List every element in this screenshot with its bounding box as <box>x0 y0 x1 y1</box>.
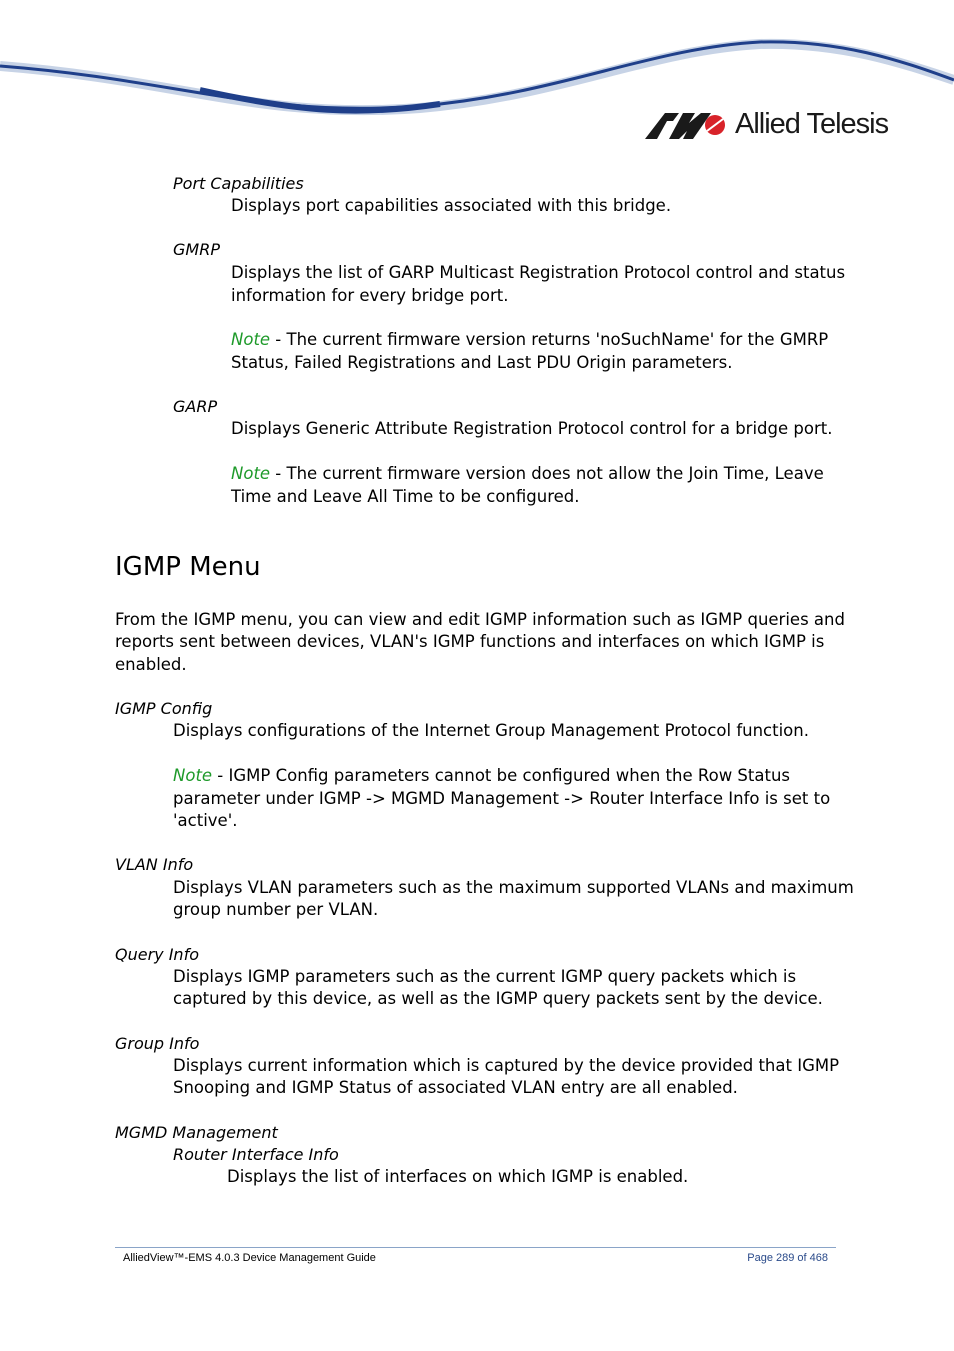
igmp-menu-heading: IGMP Menu <box>115 552 261 582</box>
garp-note-line-1 <box>231 463 824 486</box>
note-label: Note <box>173 766 213 785</box>
query-info-title: Query Info <box>115 945 199 964</box>
igmp-config-title: IGMP Config <box>115 699 213 718</box>
brand-name: Allied Telesis <box>735 108 889 140</box>
port-capabilities-title: Port Capabilities <box>173 174 304 193</box>
query-info-desc-2: captured by this device, as well as the IGMP query packets sent by the device. <box>173 989 823 1008</box>
company-logo <box>645 108 888 141</box>
igmp-config-note-line-2: parameter under IGMP -> MGMD Management -> Router Interface Info is set to <box>173 789 831 808</box>
garp-desc: Displays Generic Attribute Registration Protocol control for a bridge port. <box>231 419 833 438</box>
vlan-info-desc-2: group number per VLAN. <box>173 900 379 919</box>
garp-note-line-2: Time and Leave All Time to be configured. <box>231 487 580 506</box>
igmp-config-note-line-3: 'active'. <box>173 811 238 830</box>
page-header <box>0 0 954 160</box>
igmp-intro-2: reports sent between devices, VLAN's IGMP functions and interfaces on which IGMP is <box>115 632 825 651</box>
router-interface-info-title: Router Interface Info <box>173 1145 339 1164</box>
garp-title: GARP <box>173 397 218 416</box>
footer-page-number: Page 289 of 468 <box>747 1252 828 1264</box>
footer-doc-title: AlliedView™-EMS 4.0.3 Device Management Guide <box>123 1252 376 1264</box>
allied-telesis-logo-icon <box>645 109 727 141</box>
igmp-config-note-line-1 <box>173 765 790 788</box>
query-info-desc-1: Displays IGMP parameters such as the current IGMP query packets which is <box>173 967 797 986</box>
gmrp-desc-1: Displays the list of GARP Multicast Registration Protocol control and status <box>231 263 846 282</box>
garp-note-text-1: - The current firmware version does not allow the Join Time, Leave <box>270 464 824 483</box>
mgmd-management-title: MGMD Management <box>115 1123 278 1142</box>
footer-divider <box>115 1247 836 1248</box>
vlan-info-desc-1: Displays VLAN parameters such as the maximum supported VLANs and maximum <box>173 878 854 897</box>
note-label: Note <box>231 464 271 483</box>
igmp-intro-3: enabled. <box>115 655 187 674</box>
port-capabilities-desc: Displays port capabilities associated with this bridge. <box>231 196 672 215</box>
gmrp-title: GMRP <box>173 240 220 259</box>
igmp-intro-1: From the IGMP menu, you can view and edit IGMP information such as IGMP queries and <box>115 610 845 629</box>
gmrp-note-line-2: Status, Failed Registrations and Last PDU Origin parameters. <box>231 353 733 372</box>
note-label: Note <box>231 330 271 349</box>
router-interface-info-desc: Displays the list of interfaces on which IGMP is enabled. <box>227 1167 689 1186</box>
gmrp-note-line-1 <box>231 329 828 352</box>
group-info-desc-2: Snooping and IGMP Status of associated VLAN entry are all enabled. <box>173 1078 738 1097</box>
vlan-info-title: VLAN Info <box>115 855 194 874</box>
group-info-title: Group Info <box>115 1034 200 1053</box>
igmp-config-note-text-1: - IGMP Config parameters cannot be configured when the Row Status <box>212 766 791 785</box>
group-info-desc-1: Displays current information which is captured by the device provided that IGMP <box>173 1056 840 1075</box>
igmp-config-desc: Displays configurations of the Internet Group Management Protocol function. <box>173 721 809 740</box>
gmrp-desc-2: information for every bridge port. <box>231 286 509 305</box>
gmrp-note-text-1: - The current firmware version returns 'noSuchName' for the GMRP <box>270 330 829 349</box>
